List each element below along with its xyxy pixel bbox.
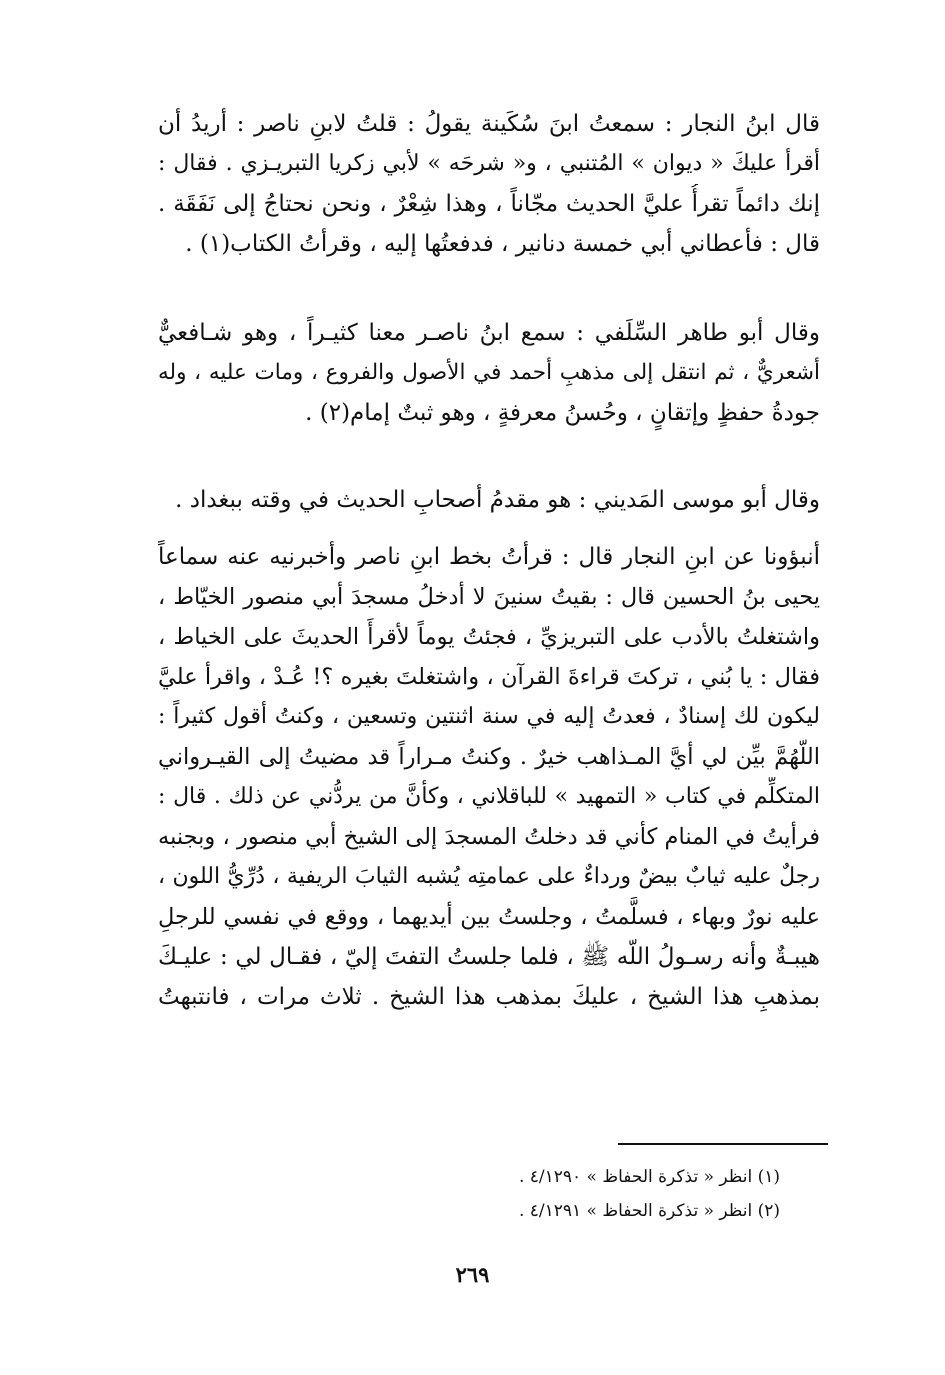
text-line: قال ابنُ النجار : سمعتُ ابنَ سُكَينة يقولُ : قلتُ لابنِ ناصر : أريدُ أن bbox=[158, 111, 820, 137]
text-line: وقال أبو طاهر السِّلَفي : سمع ابنُ ناصـر معنا كثيـراً ، وهو شـافعيٌّ bbox=[158, 320, 820, 346]
text-line: هيبـةٌ وأنه رسـولُ اللّه ﷺ ، فلما جلستُ التفتَ إليّ ، فقـال لي : عليـكَ bbox=[158, 944, 820, 970]
text-line: بمذهبِ هذا الشيخ ، عليكَ بمذهب هذا الشيخ . ثلاث مرات ، فانتبهتُ bbox=[158, 984, 820, 1010]
text-line: واشتغلتُ بالأدب على التبريزيِّ ، فجئتُ يوماً لأقرأَ الحديثَ على الخياط ، bbox=[158, 624, 820, 650]
text-line: وقال أبو موسى المَديني : هو مقدمُ أصحابِ الحديث في وقته ببغداد . bbox=[175, 487, 820, 513]
paragraph-1 bbox=[158, 104, 820, 264]
text-line: أقرأ عليكَ « ديوان » المُتنبي ، و« شرحَه » لأبي زكريا التبريـزي . فقال : bbox=[158, 151, 820, 176]
page-number: ٢٦٩ bbox=[455, 1262, 490, 1287]
text-line: فرأيتُ في المنام كأني قد دخلتُ المسجدَ إلى الشيخ أبي منصور ، وبجنبه bbox=[158, 824, 820, 850]
paragraph-2 bbox=[158, 313, 820, 433]
footnote-divider bbox=[618, 1143, 828, 1145]
text-line: رجلٌ عليه ثيابٌ بيضٌ ورداءٌ على عمامتِه يُشبه الثيابَ الريفية ، دُرِّيُّ اللون ، bbox=[158, 864, 820, 889]
text-line: أنبؤونا عن ابنِ النجار قال : قرأتُ بخط ابنِ ناصر وأخبرنيه عنه سماعاً bbox=[158, 544, 820, 570]
text-line: عليه نورٌ وبهاء ، فسلَّمتُ ، وجلستُ بين أيديهما ، ووقع في نفسي للرجلِ bbox=[158, 904, 820, 930]
text-line: يحيى بنُ الحسين قال : بقيتُ سنينَ لا أدخلُ مسجدَ أبي منصور الخيّاط ، bbox=[158, 584, 820, 610]
text-line: قال : فأعطاني أبي خمسة دنانير ، فدفعتُها إليه ، وقرأتُ الكتاب(١) . bbox=[185, 231, 820, 257]
footnote-2: (٢) انظر « تذكرة الحفاظ » ٤/١٢٩١ . bbox=[518, 1201, 780, 1221]
text-line: ليكون لك إسنادٌ ، فعدتُ إليه في سنة اثنتين وتسعين ، وكنتُ أقول كثيراً : bbox=[158, 704, 820, 729]
text-line: إنك دائماً تقرأُ عليَّ الحديث مجّاناً ، وهذا شِعْرٌ ، ونحن نحتاجُ إلى نَفَقَة . bbox=[158, 191, 820, 217]
text-line: اللّهُمَّ بيِّن لي أيَّ المـذاهب خيرٌ . وكنتُ مـراراً قد مضيتُ إلى القيـرواني bbox=[158, 744, 820, 770]
paragraph-3 bbox=[158, 480, 820, 520]
text-line: فقال : يا بُني ، تركتَ قراءةَ القرآن ، واشتغلتَ بغيره ؟! عُـدْ ، واقرأ عليَّ bbox=[158, 664, 820, 690]
paragraph-4 bbox=[158, 537, 820, 1017]
footnotes bbox=[400, 1160, 780, 1228]
footnote-1: (١) انظر « تذكرة الحفاظ » ٤/١٢٩٠ . bbox=[518, 1167, 780, 1187]
text-line: جودةُ حفظٍ وإتقانٍ ، وحُسنُ معرفةٍ ، وهو ثبتٌ إمام(٢) . bbox=[305, 400, 820, 426]
text-line: أشعريٌّ ، ثم انتقل إلى مذهبِ أحمد في الأصول والفروع ، ومات عليه ، وله bbox=[158, 360, 820, 385]
text-line: المتكلِّم في كتاب « التمهيد » للباقلاني ، وكأنَّ من يردُّني عن ذلك . قال : bbox=[158, 784, 820, 809]
